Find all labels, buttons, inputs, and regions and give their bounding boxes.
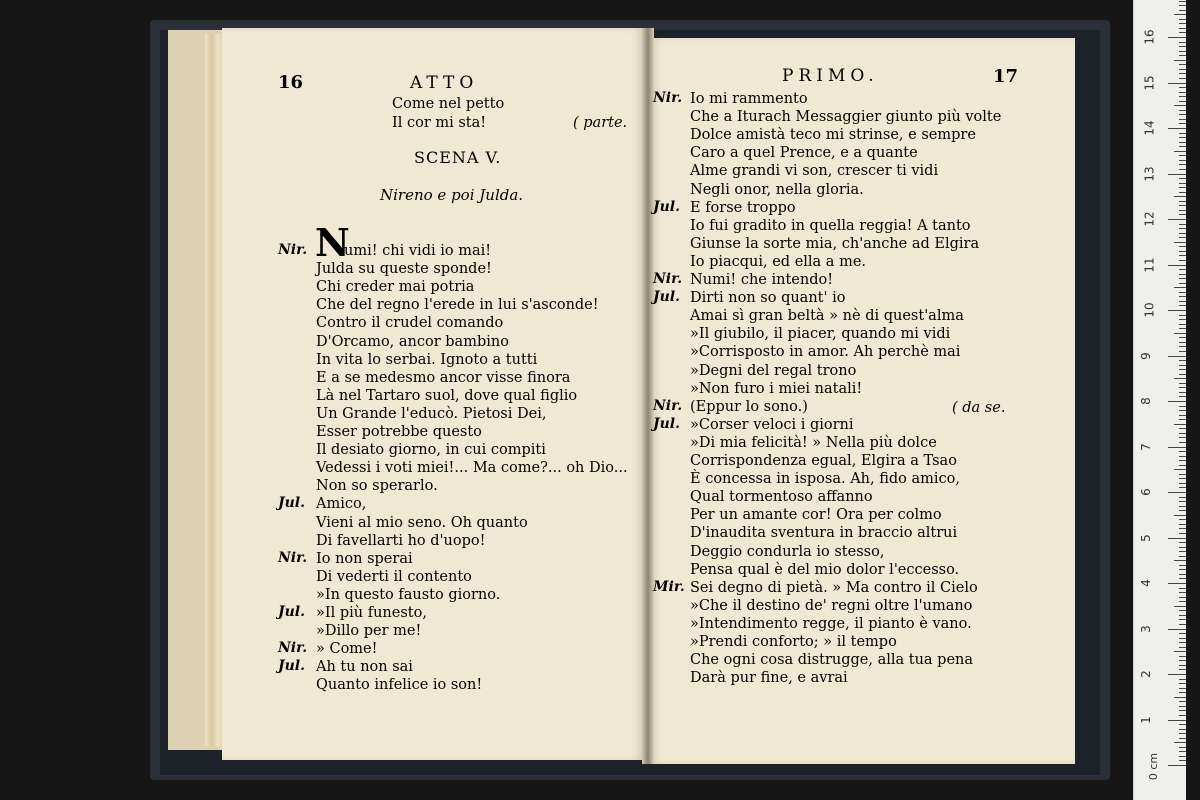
dialogue-line: »Dillo per me! xyxy=(316,623,422,640)
ruler-tick xyxy=(1179,292,1186,293)
ruler-number: 3 xyxy=(1138,624,1153,633)
text-line: Il cor mi sta! xyxy=(392,115,487,131)
dialogue-line: »Degni del regal trono xyxy=(690,362,857,379)
ruler-tick xyxy=(1179,497,1186,498)
dialogue-line: Che del regno l'erede in lui s'asconde! xyxy=(316,297,599,314)
dialogue-line: Di favellarti ho d'uopo! xyxy=(316,532,486,549)
ruler-tick xyxy=(1179,556,1186,557)
ruler-tick xyxy=(1179,433,1186,434)
text-line: Come nel petto xyxy=(392,96,505,112)
dialogue-line: Un Grande l'educò. Pietosi Dei, xyxy=(316,405,547,422)
ruler-tick xyxy=(1179,533,1186,534)
ruler-tick xyxy=(1179,360,1186,361)
ruler-tick xyxy=(1168,765,1186,766)
ruler-tick xyxy=(1168,83,1186,84)
speaker-label: Jul. xyxy=(278,658,305,675)
ruler-tick xyxy=(1179,296,1186,297)
ruler-number: 15 xyxy=(1142,74,1157,91)
dialogue-line: Negli onor, nella gloria. xyxy=(690,181,864,198)
ruler-tick xyxy=(1179,324,1186,325)
dialogue-line: Dolce amistà teco mi strinse, e sempre xyxy=(690,127,976,144)
dialogue-line: Vedessi i voti miei!... Ma come?... oh Dio... xyxy=(316,460,628,477)
ruler-number: 4 xyxy=(1138,579,1153,587)
ruler-tick xyxy=(1179,483,1186,484)
dialogue-line: Che ogni cosa distrugge, alla tua pena xyxy=(690,652,974,669)
ruler-tick xyxy=(1168,219,1186,220)
ruler-tick xyxy=(1179,510,1186,511)
ruler-tick xyxy=(1179,465,1186,466)
measurement-ruler xyxy=(1133,0,1186,800)
ruler-tick xyxy=(1179,524,1186,525)
ruler-tick xyxy=(1174,242,1186,243)
ruler-tick xyxy=(1179,383,1186,384)
dialogue-line: D'inaudita sventura in braccio altrui xyxy=(690,525,958,542)
ruler-number: 8 xyxy=(1138,397,1153,405)
dialogue-line: »Corser veloci i giorni xyxy=(690,416,854,433)
ruler-tick xyxy=(1179,233,1186,234)
ruler-tick xyxy=(1179,337,1186,338)
ruler-tick xyxy=(1179,283,1186,284)
ruler-tick xyxy=(1168,128,1186,129)
dialogue-line: Io piacqui, ed ella a me. xyxy=(690,253,867,270)
dialogue-line: »In questo fausto giorno. xyxy=(316,586,501,603)
dialogue-line: Io fui gradito in quella reggia! A tanto xyxy=(690,217,971,234)
ruler-tick xyxy=(1168,37,1186,38)
ruler-tick xyxy=(1179,251,1186,252)
ruler-tick xyxy=(1174,424,1186,425)
speaker-label: Nir. xyxy=(278,549,308,566)
ruler-tick xyxy=(1179,756,1186,757)
ruler-tick xyxy=(1179,669,1186,670)
ruler-tick xyxy=(1179,588,1186,589)
page-number-left: 16 xyxy=(278,72,304,93)
ruler-tick xyxy=(1179,456,1186,457)
ruler-tick xyxy=(1179,224,1186,225)
ruler-number: 16 xyxy=(1142,29,1157,45)
ruler-tick xyxy=(1179,365,1186,366)
ruler-tick xyxy=(1179,183,1186,184)
ruler-tick xyxy=(1179,624,1186,625)
ruler-tick xyxy=(1179,701,1186,702)
ruler-tick xyxy=(1179,278,1186,279)
dialogue-line: »Di mia felicità! » Nella più dolce xyxy=(690,434,937,451)
ruler-tick xyxy=(1179,610,1186,611)
ruler-tick xyxy=(1174,469,1186,470)
dialogue-line: Julda su queste sponde! xyxy=(316,261,492,278)
ruler-tick xyxy=(1179,565,1186,566)
ruler-tick xyxy=(1168,174,1186,175)
ruler-tick xyxy=(1174,651,1186,652)
ruler-tick xyxy=(1168,401,1186,402)
ruler-tick xyxy=(1179,42,1186,43)
ruler-tick xyxy=(1179,392,1186,393)
ruler-tick xyxy=(1168,583,1186,584)
ruler-tick xyxy=(1179,706,1186,707)
ruler-tick xyxy=(1179,574,1186,575)
scene-subtitle: Nireno e poi Julda. xyxy=(380,186,524,204)
dialogue-line: »Prendi conforto; » il tempo xyxy=(690,634,897,650)
ruler-tick xyxy=(1179,315,1186,316)
dialogue-line: »Il giubilo, il piacer, quando mi vidi xyxy=(690,326,951,343)
dialogue-line: Alme grandi vi son, crescer ti vidi xyxy=(690,163,939,180)
ruler-tick xyxy=(1179,305,1186,306)
ruler-tick xyxy=(1179,656,1186,657)
dialogue-line: Deggio condurla io stesso, xyxy=(690,543,885,560)
dialogue-line: »Non furo i miei natali! xyxy=(690,380,863,397)
ruler-number: 7 xyxy=(1138,442,1153,451)
ruler-tick xyxy=(1179,396,1186,397)
speaker-label: Mir. xyxy=(653,578,685,595)
ruler-tick xyxy=(1179,487,1186,488)
ruler-tick xyxy=(1179,137,1186,138)
ruler-tick xyxy=(1174,697,1186,698)
dialogue-line: Quanto infelice io son! xyxy=(316,677,483,694)
stage-direction: ( parte. xyxy=(573,115,628,131)
ruler-tick xyxy=(1174,515,1186,516)
speaker-label: Nir. xyxy=(653,397,683,414)
ruler-tick xyxy=(1179,69,1186,70)
ruler-tick xyxy=(1179,542,1186,543)
ruler-tick xyxy=(1168,629,1186,630)
ruler-tick xyxy=(1179,692,1186,693)
ruler-tick xyxy=(1168,447,1186,448)
ruler-number: 13 xyxy=(1142,165,1157,182)
ruler-number: 11 xyxy=(1142,256,1157,273)
ruler-tick xyxy=(1179,133,1186,134)
ruler-tick xyxy=(1179,478,1186,479)
ruler-tick xyxy=(1168,492,1186,493)
dialogue-line: Che a Iturach Messaggier giunto più volte xyxy=(690,109,1002,126)
dialogue-line: (Eppur lo sono.) xyxy=(690,398,808,415)
speaker-label: Jul. xyxy=(278,495,305,512)
ruler-tick xyxy=(1179,255,1186,256)
dialogue-line: Il desiato giorno, in cui compiti xyxy=(316,442,546,459)
ruler-tick xyxy=(1179,92,1186,93)
ruler-tick xyxy=(1179,679,1186,680)
ruler-tick xyxy=(1179,551,1186,552)
aside-direction: ( da se. xyxy=(952,400,1006,416)
ruler-number: 2 xyxy=(1138,670,1153,678)
ruler-tick xyxy=(1179,351,1186,352)
ruler-tick xyxy=(1179,437,1186,438)
ruler-tick xyxy=(1179,519,1186,520)
dialogue-line: Io non sperai xyxy=(316,550,413,567)
ruler-tick xyxy=(1179,55,1186,56)
ruler-number: 14 xyxy=(1142,120,1157,136)
ruler-tick xyxy=(1179,101,1186,102)
ruler-tick xyxy=(1179,96,1186,97)
ruler-tick xyxy=(1179,78,1186,79)
ruler-tick xyxy=(1179,319,1186,320)
ruler-tick xyxy=(1179,601,1186,602)
ruler-tick xyxy=(1179,328,1186,329)
ruler-tick xyxy=(1179,169,1186,170)
ruler-tick xyxy=(1179,10,1186,11)
drop-cap: N xyxy=(315,220,350,265)
ruler-tick xyxy=(1179,747,1186,748)
ruler-tick xyxy=(1179,406,1186,407)
ruler-tick xyxy=(1179,87,1186,88)
ruler-tick xyxy=(1174,606,1186,607)
ruler-tick xyxy=(1179,615,1186,616)
ruler-tick xyxy=(1179,592,1186,593)
ruler-tick xyxy=(1179,751,1186,752)
dialogue-line: Di vederti il contento xyxy=(316,568,472,585)
ruler-tick xyxy=(1179,46,1186,47)
ruler-tick xyxy=(1179,160,1186,161)
ruler-tick xyxy=(1168,265,1186,266)
ruler-tick xyxy=(1179,729,1186,730)
scene-heading: SCENA V. xyxy=(414,148,502,167)
ruler-tick xyxy=(1179,451,1186,452)
ruler-number: 10 xyxy=(1142,302,1157,318)
ruler-tick xyxy=(1168,356,1186,357)
ruler-tick xyxy=(1179,301,1186,302)
running-header-right: PRIMO. xyxy=(782,66,879,86)
ruler-tick xyxy=(1179,214,1186,215)
ruler-tick xyxy=(1179,64,1186,65)
ruler-tick xyxy=(1179,246,1186,247)
ruler-tick xyxy=(1179,342,1186,343)
ruler-tick xyxy=(1179,274,1186,275)
ruler-tick xyxy=(1179,660,1186,661)
ruler-tick xyxy=(1179,569,1186,570)
ruler-tick xyxy=(1179,192,1186,193)
ruler-number: 12 xyxy=(1142,211,1157,227)
ruler-tick xyxy=(1179,619,1186,620)
ruler-tick xyxy=(1179,415,1186,416)
ruler-tick xyxy=(1179,110,1186,111)
running-header-left: ATTO xyxy=(410,73,479,93)
ruler-tick xyxy=(1179,387,1186,388)
ruler-tick xyxy=(1174,560,1186,561)
dialogue-line: »Intendimento regge, il pianto è vano. xyxy=(690,615,972,632)
book-gutter xyxy=(642,28,654,764)
dialogue-line: E a se medesmo ancor visse finora xyxy=(316,369,571,386)
page-number-right: 17 xyxy=(993,66,1019,87)
ruler-tick xyxy=(1179,164,1186,165)
speaker-label: Nir. xyxy=(278,640,308,657)
ruler-tick xyxy=(1179,419,1186,420)
ruler-tick xyxy=(1179,724,1186,725)
dialogue-line: Giunse la sorte mia, ch'anche ad Elgira xyxy=(690,235,980,252)
dialogue-line: Caro a quel Prence, e a quante xyxy=(690,145,918,162)
ruler-tick xyxy=(1179,597,1186,598)
ruler-tick xyxy=(1179,474,1186,475)
dialogue-line: Numi! che intendo! xyxy=(690,272,834,288)
ruler-tick xyxy=(1179,1,1186,2)
ruler-number: 1 xyxy=(1138,715,1153,724)
dialogue-line: Corrispondenza egual, Elgira a Tsao xyxy=(690,453,957,469)
dialogue-line: Non so sperarlo. xyxy=(316,478,438,495)
ruler-tick xyxy=(1174,742,1186,743)
ruler-tick xyxy=(1179,528,1186,529)
ruler-tick xyxy=(1179,501,1186,502)
ruler-tick xyxy=(1174,287,1186,288)
dialogue-line: umi! chi vidi io mai! xyxy=(344,243,492,259)
ruler-tick xyxy=(1174,60,1186,61)
ruler-tick xyxy=(1179,547,1186,548)
ruler-unit: 0 cm xyxy=(1147,752,1161,781)
dialogue-line: Esser potrebbe questo xyxy=(316,424,482,440)
dialogue-line: Amico, xyxy=(316,496,367,513)
ruler-tick xyxy=(1179,506,1186,507)
ruler-tick xyxy=(1174,196,1186,197)
ruler-tick xyxy=(1179,142,1186,143)
ruler-tick xyxy=(1174,378,1186,379)
dialogue-line: Ah tu non sai xyxy=(316,659,413,676)
dialogue-line: D'Orcamo, ancor bambino xyxy=(316,333,509,350)
ruler-tick xyxy=(1168,310,1186,311)
ruler-tick xyxy=(1179,32,1186,33)
ruler-tick xyxy=(1179,210,1186,211)
ruler-tick xyxy=(1179,155,1186,156)
ruler-tick xyxy=(1179,228,1186,229)
ruler-tick xyxy=(1179,19,1186,20)
ruler-tick xyxy=(1179,642,1186,643)
ruler-tick xyxy=(1179,73,1186,74)
ruler-tick xyxy=(1168,674,1186,675)
dialogue-line: Sei degno di pietà. » Ma contro il Cielo xyxy=(690,579,978,596)
ruler-tick xyxy=(1179,146,1186,147)
ruler-tick xyxy=(1179,269,1186,270)
ruler-tick xyxy=(1174,333,1186,334)
ruler-tick xyxy=(1179,442,1186,443)
ruler-tick xyxy=(1174,105,1186,106)
ruler-tick xyxy=(1179,665,1186,666)
dialogue-line: Contro il crudel comando xyxy=(316,315,504,332)
ruler-tick xyxy=(1179,346,1186,347)
ruler-tick xyxy=(1168,720,1186,721)
dialogue-line: Là nel Tartaro suol, dove qual figlio xyxy=(316,387,578,404)
ruler-tick xyxy=(1179,647,1186,648)
ruler-tick xyxy=(1179,187,1186,188)
ruler-tick xyxy=(1179,5,1186,6)
ruler-tick xyxy=(1179,410,1186,411)
ruler-tick xyxy=(1179,28,1186,29)
dialogue-line: »Che il destino de' regni oltre l'umano xyxy=(690,597,973,614)
dialogue-line: Pensa qual è del mio dolor l'eccesso. xyxy=(690,561,960,578)
ruler-number: 6 xyxy=(1138,488,1153,496)
ruler-tick xyxy=(1179,638,1186,639)
dialogue-line: Qual tormentoso affanno xyxy=(690,489,873,506)
ruler-tick xyxy=(1179,760,1186,761)
ruler-tick xyxy=(1179,119,1186,120)
dialogue-line: Per un amante cor! Ora per colmo xyxy=(690,507,942,524)
ruler-tick xyxy=(1168,538,1186,539)
ruler-tick xyxy=(1179,178,1186,179)
dialogue-line: Io mi rammento xyxy=(690,91,808,107)
ruler-tick xyxy=(1179,578,1186,579)
dialogue-line: In vita lo serbai. Ignoto a tutti xyxy=(316,351,538,368)
ruler-tick xyxy=(1179,633,1186,634)
dialogue-line: Dirti non so quant' io xyxy=(690,290,846,307)
speaker-label: Jul. xyxy=(278,604,305,620)
speaker-label: Nir. xyxy=(653,90,683,106)
speaker-label: Jul. xyxy=(653,415,680,432)
ruler-tick xyxy=(1179,715,1186,716)
ruler-tick xyxy=(1179,460,1186,461)
ruler-tick xyxy=(1179,114,1186,115)
dialogue-line: È concessa in isposa. Ah, fido amico, xyxy=(690,471,961,488)
ruler-tick xyxy=(1179,237,1186,238)
ruler-tick xyxy=(1179,260,1186,261)
dialogue-line: »Il più funesto, xyxy=(316,605,427,621)
ruler-tick xyxy=(1179,710,1186,711)
ruler-tick xyxy=(1179,205,1186,206)
ruler-tick xyxy=(1179,738,1186,739)
speaker-label: Nir. xyxy=(653,271,683,287)
ruler-number: 9 xyxy=(1138,351,1153,360)
dialogue-line: »Corrisposto in amor. Ah perchè mai xyxy=(690,344,961,361)
speaker-label: Jul. xyxy=(653,289,680,306)
speaker-label: Jul. xyxy=(653,198,680,215)
ruler-tick xyxy=(1179,733,1186,734)
ruler-tick xyxy=(1179,369,1186,370)
dialogue-line: » Come! xyxy=(316,641,378,658)
dialogue-line: Amai sì gran beltà » nè di quest'alma xyxy=(690,308,964,325)
speaker-label: Nir. xyxy=(278,242,308,258)
ruler-tick xyxy=(1174,14,1186,15)
ruler-tick xyxy=(1174,151,1186,152)
ruler-tick xyxy=(1179,51,1186,52)
ruler-number: 5 xyxy=(1138,533,1153,542)
ruler-tick xyxy=(1179,683,1186,684)
dialogue-line: Darà pur fine, e avrai xyxy=(690,670,848,687)
ruler-tick xyxy=(1179,23,1186,24)
ruler-tick xyxy=(1179,688,1186,689)
ruler-tick xyxy=(1179,374,1186,375)
ruler-tick xyxy=(1179,123,1186,124)
dialogue-line: E forse troppo xyxy=(690,199,796,216)
dialogue-line: Chi creder mai potria xyxy=(316,279,475,296)
ruler-tick xyxy=(1179,428,1186,429)
dialogue-line: Vieni al mio seno. Oh quanto xyxy=(316,514,528,531)
ruler-tick xyxy=(1179,201,1186,202)
